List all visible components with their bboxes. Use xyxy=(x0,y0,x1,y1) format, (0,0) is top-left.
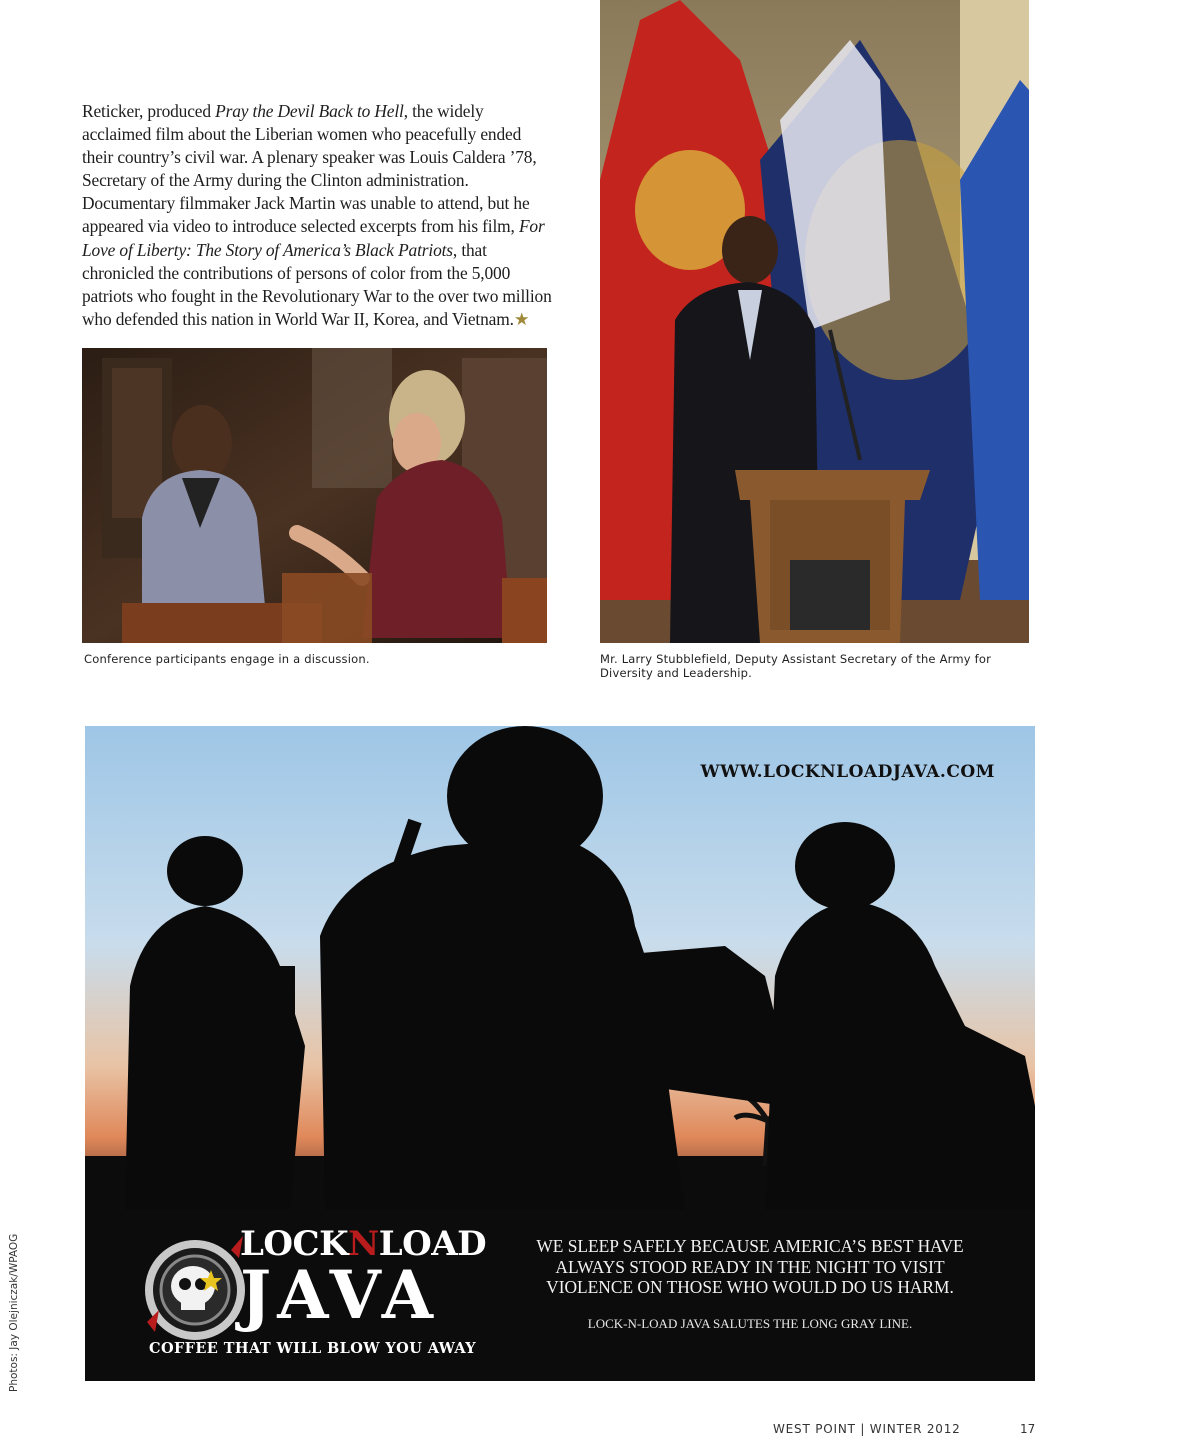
skull-icon xyxy=(145,1232,245,1352)
article-text-2: , the widely acclaimed film about the Liberian women who peacefully ended their country’s civil war. A plenary speaker was Louis Caldera ’78, Secretary of the Army during the Clinton administration. Documentary filmmaker Jack Martin was unable to attend, but he appeared via video to introduce selected excerpts from his film, xyxy=(82,101,537,237)
article-text-1: Reticker, produced xyxy=(82,101,216,121)
logo-java-text: JAVA xyxy=(240,1256,439,1334)
lock-n-load-java-ad xyxy=(85,726,1035,1381)
article-text-3: , that chronicled the contributions of persons of color from the 5,000 patriots who fought in the Revolutionary War to the over two million who defended this nation in World War II, Korea, and Vietnam. xyxy=(82,239,552,329)
logo-tagline: COFFEE THAT WILL BLOW YOU AWAY xyxy=(149,1340,477,1357)
ad-website-url: WWW.LOCKNLOADJAVA.COM xyxy=(700,762,995,782)
right-photo-caption: Mr. Larry Stubblefield, Deputy Assistant Secretary of the Army for Diversity and Leadership. xyxy=(600,652,992,680)
soldiers-silhouette-image xyxy=(85,726,1035,1210)
ad-slogan: WE SLEEP SAFELY BECAUSE AMERICA’S BEST HAVE ALWAYS STOOD READY IN THE NIGHT TO VISIT VIOLENCE ON THOSE WHO WOULD DO US HARM. xyxy=(536,1236,964,1297)
ad-brand-band xyxy=(85,1210,1035,1381)
photo-credit: Photos: Jay Olejniczak/WPAOG xyxy=(8,1233,20,1392)
ad-salute-line: LOCK-N-LOAD JAVA SALUTES THE LONG GRAY LINE. xyxy=(587,1316,913,1331)
logo-n-text: N xyxy=(348,1224,379,1264)
page-number: 17 xyxy=(1020,1422,1036,1436)
footer-publication: WEST POINT | WINTER 2012 xyxy=(773,1422,961,1436)
speaker-photo xyxy=(600,0,1029,643)
brand-logo xyxy=(145,1220,487,1370)
article-paragraph xyxy=(82,100,552,331)
conference-photo xyxy=(82,348,547,643)
end-star-icon: ★ xyxy=(513,308,530,329)
film-title-2: For Love of Liberty: The Story of America’s Black Patriots xyxy=(82,216,545,260)
logo-lock-text: LOCK xyxy=(240,1224,349,1264)
film-title-1: Pray the Devil Back to Hell xyxy=(215,101,404,121)
left-photo-caption: Conference participants engage in a discussion. xyxy=(84,652,370,666)
logo-load-text: LOAD xyxy=(378,1224,487,1264)
